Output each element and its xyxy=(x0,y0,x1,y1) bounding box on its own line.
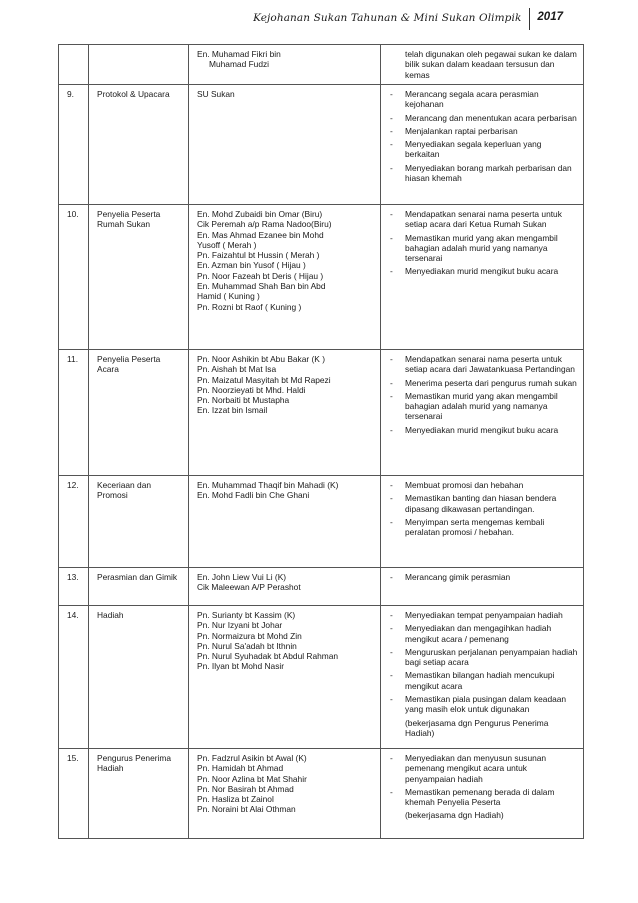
task-name: Protokol & Upacara xyxy=(97,89,170,99)
task-name: Penyelia Peserta Rumah Sukan xyxy=(97,209,161,230)
task-name: Hadiah xyxy=(97,610,124,620)
row-number: 9. xyxy=(67,89,74,99)
duties-cell xyxy=(381,350,584,476)
task-name-cell xyxy=(89,606,189,749)
row-number: 14. xyxy=(67,610,79,620)
duty-note: (bekerjasama dgn Pengurus Penerima Hadiah) xyxy=(405,717,549,738)
row-number: 10. xyxy=(67,209,79,219)
row-number-cell xyxy=(59,45,89,85)
duty-item: - Menyediakan segala keperluan yang berkaitan xyxy=(389,139,578,160)
table-row xyxy=(59,568,584,606)
duties-wrap xyxy=(381,606,583,742)
row-number-cell xyxy=(59,350,89,476)
duties-wrap xyxy=(381,749,583,825)
duty-item: - Menjalankan raptai perbarisan xyxy=(389,126,578,136)
members-list xyxy=(189,606,380,676)
duty-item: - Menyediakan tempat penyampaian hadiah xyxy=(389,610,578,620)
duties-cell xyxy=(381,606,584,749)
member-name: Pn. Nur Izyani bt Johar xyxy=(197,620,283,631)
members-cell xyxy=(189,749,381,839)
member-name: Pn. Noorzieyati bt Mhd. Haldi xyxy=(197,384,306,395)
member-name: SU Sukan xyxy=(197,89,235,99)
member-name: Pn. Hamidah bt Ahmad xyxy=(197,763,284,774)
duties-wrap xyxy=(381,45,583,84)
task-name-cell xyxy=(89,205,189,350)
member-name: Cik Peremah a/p Rama Nadoo(Biru) xyxy=(197,219,332,230)
duties-wrap xyxy=(381,476,583,544)
duty-item: - Menyediakan dan mengagihkan hadiah mengikut acara / pemenang xyxy=(389,623,578,644)
duty-item: - Memastikan banting dan hiasan bendera dipasang dikawasan pertandingan. xyxy=(389,493,578,514)
member-name: Pn. Noor Ashikin bt Abu Bakar (K ) xyxy=(197,354,326,364)
member-name: En. Muhammad Shah Ban bin Abd xyxy=(197,281,326,292)
duty-item: - Membuat promosi dan hebahan xyxy=(389,480,578,490)
duties-list xyxy=(389,89,578,183)
duty-item: - Mendapatkan senarai nama peserta untuk setiap acara dari Ketua Rumah Sukan xyxy=(389,209,578,230)
document-year: 2017 xyxy=(529,8,563,30)
duty-item: - Menerima peserta dari pengurus rumah sukan xyxy=(389,378,578,388)
duty-item: - Menyediakan murid mengikut buku acara xyxy=(389,266,578,276)
document-title: Kejohanan Sukan Tahunan & Mini Sukan Olimpik xyxy=(253,12,522,24)
member-name: Pn. Nor Basirah bt Ahmad xyxy=(197,783,294,794)
member-name: Pn. Aishah bt Mat Isa xyxy=(197,364,277,375)
members-cell xyxy=(189,85,381,205)
duties-wrap xyxy=(381,205,583,284)
duty-item: - Menyediakan borang markah perbarisan dan hiasan khemah xyxy=(389,163,578,184)
duty-item: - Mendapatkan senarai nama peserta untuk setiap acara dari Jawatankuasa Pertandingan xyxy=(389,354,578,375)
table-row xyxy=(59,476,584,568)
row-number: 11. xyxy=(67,354,79,364)
member-name: En. Mohd Fadli bin Che Ghani xyxy=(197,490,310,501)
member-name: Pn. Fadzrul Asikin bt Awal (K) xyxy=(197,753,307,763)
duty-item: - Memastikan bilangan hadiah mencukupi mengikut acara xyxy=(389,670,578,691)
task-name: Penyelia Peserta Acara xyxy=(97,354,161,375)
members-cell xyxy=(189,476,381,568)
members-list xyxy=(189,476,380,505)
row-number-cell xyxy=(59,205,89,350)
member-name: Pn. Maizatul Masyitah bt Md Rapezi xyxy=(197,374,331,385)
members-list xyxy=(189,205,380,316)
duties-list xyxy=(389,610,578,738)
member-name: Pn. Noor Azlina bt Mat Shahir xyxy=(197,773,307,784)
member-name: Pn. Rozni bt Raof ( Kuning ) xyxy=(197,301,302,312)
task-name-cell xyxy=(89,476,189,568)
member-name: Pn. Normaizura bt Mohd Zin xyxy=(197,630,302,641)
row-number-cell xyxy=(59,606,89,749)
duty-item: - Memastikan murid yang akan mengambil bahagian adalah murid yang namanya tersenarai xyxy=(389,233,578,264)
members-list xyxy=(189,85,380,103)
members-list xyxy=(189,45,380,74)
members-list xyxy=(189,350,380,420)
task-name: Pengurus Penerima Hadiah xyxy=(97,753,172,774)
row-number xyxy=(59,45,88,49)
member-name: Pn. Norbaiti bt Mustapha xyxy=(197,395,290,406)
task-name: Keceriaan dan Promosi xyxy=(97,480,152,501)
page-header xyxy=(253,8,563,30)
table-row xyxy=(59,350,584,476)
duties-cell xyxy=(381,749,584,839)
member-name: En. Muhammad Thaqif bin Mahadi (K) xyxy=(197,480,339,490)
member-name: En. Izzat bin Ismail xyxy=(197,405,268,416)
members-cell xyxy=(189,205,381,350)
member-name: Pn. Nurul Sa'adah bt Ithnin xyxy=(197,640,297,651)
duty-item: - Menguruskan perjalanan penyampaian hadiah bagi setiap acara xyxy=(389,647,578,668)
members-cell xyxy=(189,606,381,749)
duties-list xyxy=(389,354,578,435)
member-name: Pn. Surianty bt Kassim (K) xyxy=(197,610,296,620)
member-name: En. Muhamad Fikri bin xyxy=(197,49,281,59)
task-name xyxy=(89,45,188,53)
duty-item: - Memastikan murid yang akan mengambil bahagian adalah murid yang namanya tersenarai xyxy=(389,391,578,422)
duties-wrap xyxy=(381,85,583,190)
committee-table xyxy=(58,44,584,839)
duties-list xyxy=(389,572,578,582)
member-name: En. Mas Ahmad Ezanee bin Mohd xyxy=(197,229,324,240)
member-name: Yusoff ( Merah ) xyxy=(197,239,257,250)
row-number-cell xyxy=(59,85,89,205)
member-name: Hamid ( Kuning ) xyxy=(197,291,260,302)
table-row xyxy=(59,749,584,839)
task-name-cell xyxy=(89,350,189,476)
table-row xyxy=(59,606,584,749)
duties-wrap xyxy=(381,568,583,589)
row-number: 15. xyxy=(67,753,79,763)
members-list xyxy=(189,568,380,597)
duties-cell xyxy=(381,205,584,350)
duties-list xyxy=(389,480,578,537)
member-name: En. Azman bin Yusof ( Hijau ) xyxy=(197,260,306,271)
duty-item: - Merancang segala acara perasmian kejohanan xyxy=(389,89,578,110)
table-row xyxy=(59,45,584,85)
duty-item: - Merancang gimik perasmian xyxy=(389,572,578,582)
row-number-cell xyxy=(59,476,89,568)
duty-item: - Memastikan pemenang berada di dalam khemah Penyelia Peserta xyxy=(389,787,578,808)
member-name: Pn. Noor Fazeah bt Deris ( Hijau ) xyxy=(197,270,324,281)
duty-note: telah digunakan oleh pegawai sukan ke dalam bilik sukan dalam keadaan tersusun dan kemas xyxy=(405,49,577,80)
row-number: 13. xyxy=(67,572,79,582)
duties-cell xyxy=(381,85,584,205)
member-name: Pn. Faizahtul bt Hussin ( Merah ) xyxy=(197,250,320,261)
task-name: Perasmian dan Gimik xyxy=(97,572,178,582)
member-name: En. John Liew Vui Li (K) xyxy=(197,572,287,582)
members-list xyxy=(189,749,380,819)
member-name: Pn. Hasliza bt Zainol xyxy=(197,794,274,805)
task-name-cell xyxy=(89,45,189,85)
member-name: Muhamad Fudzi xyxy=(209,59,270,70)
duty-item: - Merancang dan menentukan acara perbarisan xyxy=(389,113,578,123)
members-cell xyxy=(189,350,381,476)
duty-item: - Memastikan piala pusingan dalam keadaan yang masih elok untuk digunakan xyxy=(389,694,578,715)
duties-cell xyxy=(381,568,584,606)
task-name-cell xyxy=(89,568,189,606)
duties-list xyxy=(389,209,578,277)
duties-list xyxy=(389,49,578,80)
duties-wrap xyxy=(381,350,583,442)
task-name-cell xyxy=(89,749,189,839)
member-name: Pn. Noraini bt Alai Othman xyxy=(197,804,296,815)
member-name: Cik Maleewan A/P Perashot xyxy=(197,582,301,593)
duty-item: - Menyimpan serta mengemas kembali peralatan promosi / hebahan. xyxy=(389,517,578,538)
task-name-cell xyxy=(89,85,189,205)
members-cell xyxy=(189,568,381,606)
table-row xyxy=(59,205,584,350)
members-cell xyxy=(189,45,381,85)
row-number-cell xyxy=(59,749,89,839)
member-name: En. Mohd Zubaidi bin Omar (Biru) xyxy=(197,209,323,219)
duties-list xyxy=(389,753,578,821)
member-name: Pn. Nurul Syuhadak bt Abdul Rahman xyxy=(197,651,339,662)
row-number: 12. xyxy=(67,480,79,490)
duties-cell xyxy=(381,45,584,85)
duty-item: - Menyediakan murid mengikut buku acara xyxy=(389,425,578,435)
duties-cell xyxy=(381,476,584,568)
duty-note: (bekerjasama dgn Hadiah) xyxy=(405,810,504,821)
member-name: Pn. Ilyan bt Mohd Nasir xyxy=(197,661,285,672)
row-number-cell xyxy=(59,568,89,606)
duty-item: - Menyediakan dan menyusun susunan pemenang mengikut acara untuk penyampaian hadiah xyxy=(389,753,578,784)
table-row xyxy=(59,85,584,205)
